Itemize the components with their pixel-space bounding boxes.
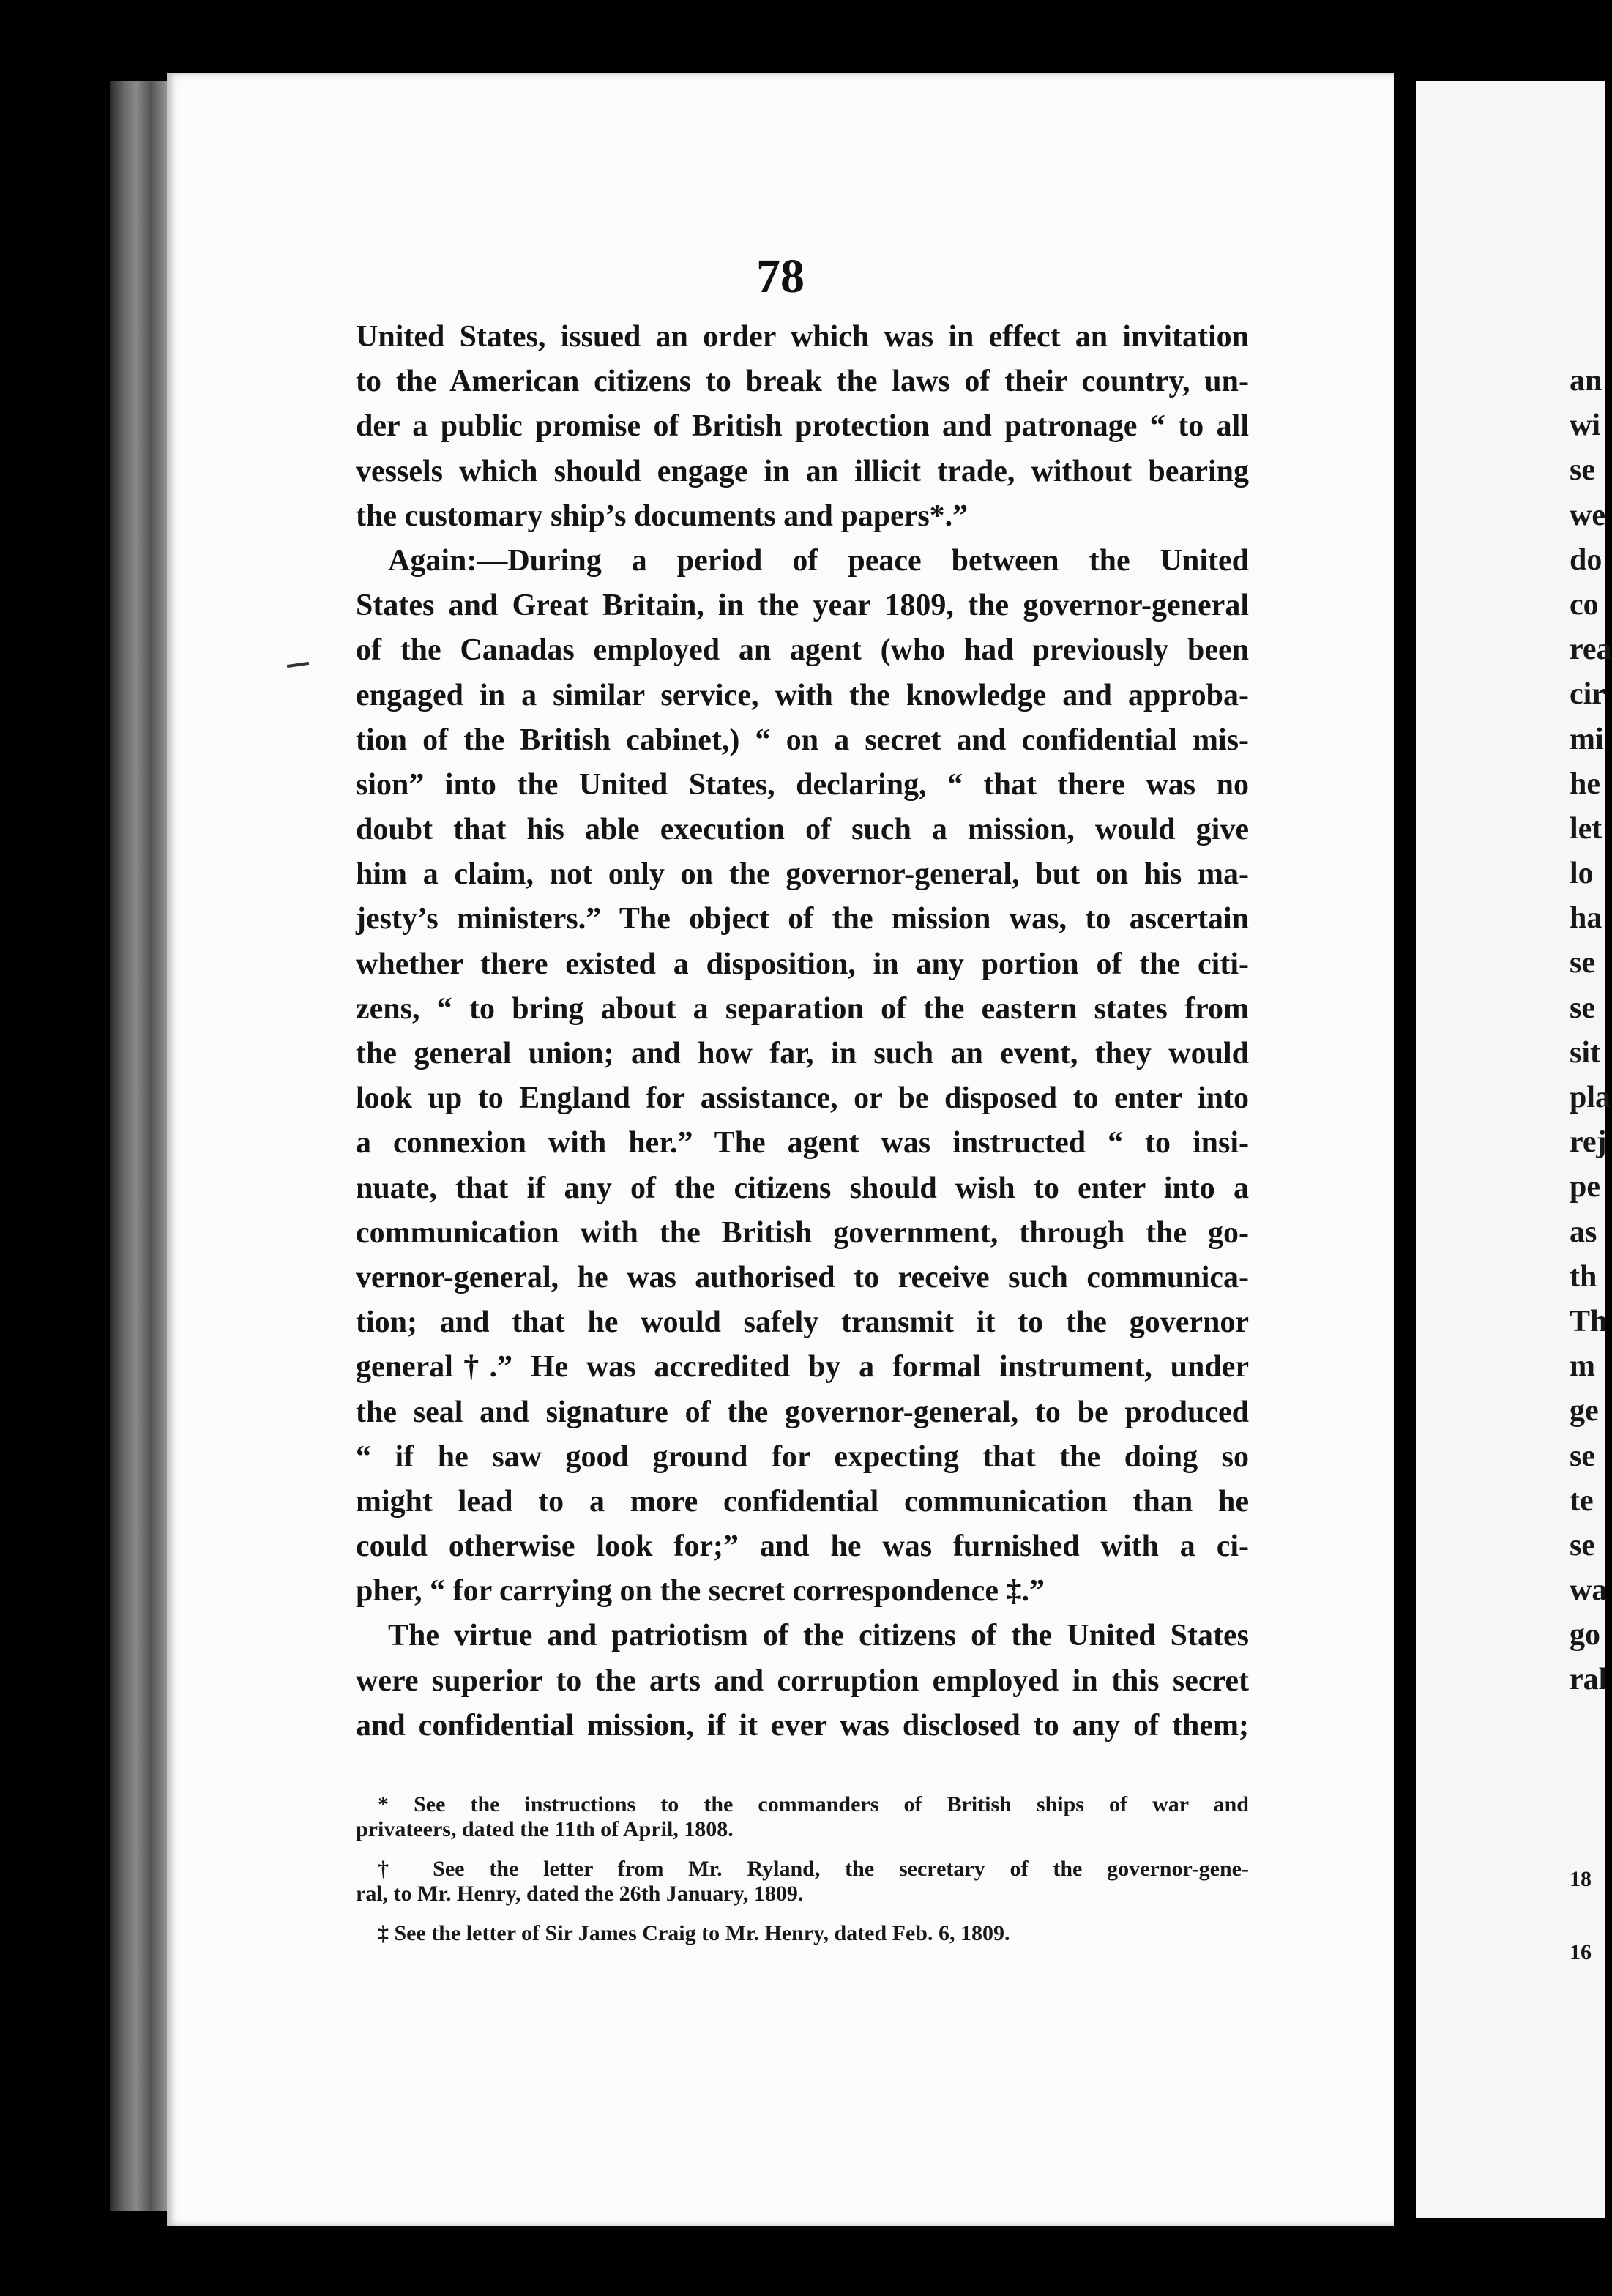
footnote-line: ral, to Mr. Henry, dated the 26th January, 1809. [356,1882,804,1906]
right-page-fragment: th [1570,1259,1597,1294]
body-line: look up to England for assistance, or be disposed to enter into [356,1081,1249,1116]
right-page-note-fragment: 18 [1570,1867,1592,1891]
right-page-fragment: pla [1570,1081,1611,1114]
body-line: the seal and signature of the governor-general, to be produced [356,1395,1249,1429]
right-page-fragment: Th [1570,1304,1608,1338]
body-text [356,315,1249,1748]
footnote-line: ‡ See the letter of Sir James Craig to Mr. Henry, dated Feb. 6, 1809. [378,1921,1010,1945]
body-line: and confidential mission, if it ever was disclosed to any of them; [356,1708,1249,1742]
right-page-fragment: te [1570,1483,1594,1518]
body-line: might lead to a more confidential communication than he [356,1484,1249,1518]
right-page-fragment: mi [1570,722,1604,756]
body-line: could otherwise look for;” and he was furnished with a ci- [356,1529,1249,1564]
right-page-fragment: ral [1570,1663,1608,1697]
right-page-fragment: rea [1570,633,1612,667]
body-line: engaged in a similar service, with the knowledge and approba- [356,678,1249,712]
body-line: nuate, that if any of the citizens should wish to enter into a [356,1171,1249,1205]
book-binding-edge [110,81,168,2211]
footnote-line: privateers, dated the 11th of April, 1808. [356,1817,734,1841]
body-line: “ if he saw good ground for expecting that the doing so [356,1439,1249,1474]
page-gutter [1394,73,1416,2226]
body-line: zens, “ to bring about a separation of the eastern states from [356,991,1249,1026]
right-page [1416,81,1612,2218]
body-line: were superior to the arts and corruption employed in this secret [356,1663,1249,1698]
body-line: vernor-general, he was authorised to receive such communica- [356,1260,1249,1294]
body-line: him a claim, not only on the governor-general, but on his ma- [356,857,1249,892]
right-page-fragment: rej [1570,1125,1607,1160]
body-line: tion of the British cabinet,) “ on a secret and confidential mis- [356,723,1249,757]
body-line: tion; and that he would safely transmit it to the governor [356,1305,1249,1340]
body-line: sion” into the United States, declaring, “ that there was no [356,767,1249,802]
body-line: communication with the British government, through the go- [356,1215,1249,1250]
right-page-fragment: wa [1570,1573,1608,1608]
body-line: der a public promise of British protection and patronage “ to all [356,409,1249,444]
body-line: to the American citizens to break the laws of their country, un- [356,365,1249,399]
right-page-fragment: se [1570,1528,1595,1562]
body-line: United States, issued an order which was in effect an invitation [356,320,1249,354]
right-page-fragment: pe [1570,1170,1600,1204]
right-page-fragment: m [1570,1349,1595,1384]
body-line: the customary ship’s documents and papers*.” [356,499,969,533]
body-line: whether there existed a disposition, in any portion of the citi- [356,947,1249,981]
body-line: vessels which should engage in an illicit trade, without bearing [356,454,1249,488]
right-page-fragment: we [1570,498,1605,532]
footnote-line: † See the letter from Mr. Ryland, the secretary of the governor-gene- [378,1857,1249,1881]
body-line: of the Canadas employed an agent (who had previously been [356,633,1249,668]
footnote-line: * See the instructions to the commanders of British ships of war and [378,1792,1249,1816]
right-page-fragment: co [1570,587,1599,622]
right-page-fragment: he [1570,767,1600,801]
right-page-fragment: se [1570,453,1595,488]
right-page-fragment: sit [1570,1035,1600,1070]
page-number: 78 [756,250,805,303]
right-page-fragment: an [1570,364,1602,398]
right-page-fragment: se [1570,1439,1595,1473]
right-page-fragment: wi [1570,409,1600,443]
right-page-fragment: do [1570,543,1602,577]
right-page-fragment: ha [1570,901,1602,936]
body-line: The virtue and patriotism of the citizens of the United States [388,1619,1249,1653]
body-line: jesty’s ministers.” The object of the mission was, to ascertain [356,902,1249,936]
right-page-fragment: se [1570,991,1595,1025]
right-page-fragment: cir [1570,677,1605,712]
body-line: the general union; and how far, in such an event, they would [356,1037,1249,1070]
right-page-fragment: as [1570,1215,1597,1249]
right-page-fragment: se [1570,946,1595,980]
body-line: pher, “ for carrying on the secret correspondence ‡.” [356,1574,1045,1609]
body-line: States and Great Britain, in the year 1809, the governor-general [356,589,1249,623]
right-page-fragment: ge [1570,1394,1599,1428]
body-line: Again:—During a period of peace between the United [388,543,1249,578]
right-page-fragment: lo [1570,857,1594,891]
body-line: doubt that his able execution of such a mission, would give [356,813,1249,847]
right-page-text-fragments [1570,359,1612,1703]
right-page-note-fragment: 16 [1570,1940,1592,1964]
body-line: a connexion with her.” The agent was instructed “ to insi- [356,1126,1249,1160]
right-page-fragment: go [1570,1618,1600,1652]
footnotes [356,1792,1249,1946]
body-line: general†.” He was accredited by a formal instrument, under [356,1350,1249,1384]
right-page-fragment: let [1570,811,1602,846]
